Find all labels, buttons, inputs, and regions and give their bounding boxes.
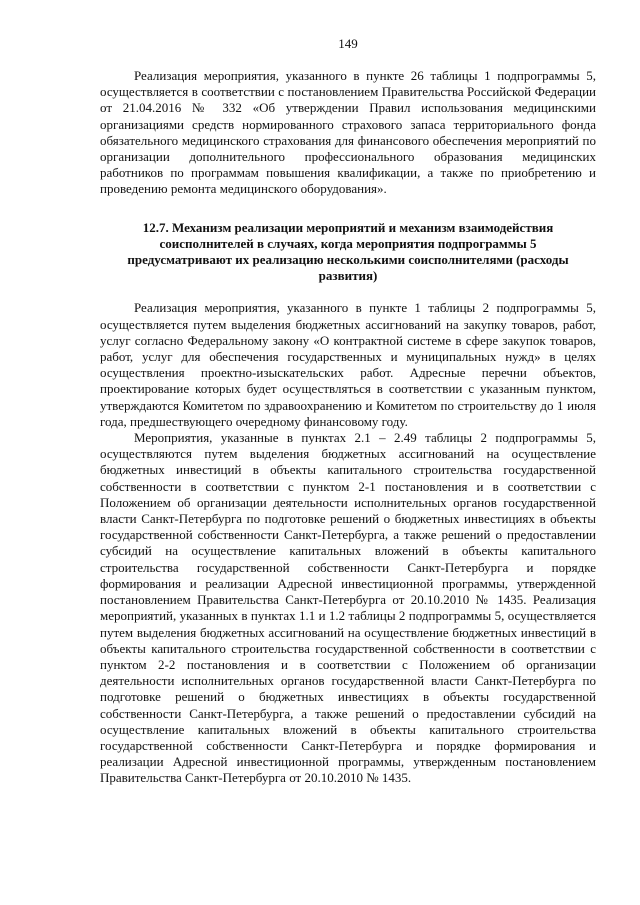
paragraph-items-2-1-2-49-investments: Мероприятия, указанные в пунктах 2.1 – 2.49 таблицы 2 подпрограммы 5, осуществляются путем выделения бюджетных ассигнований на осуществление бюджетных инвестиций в объекты капитального строительства государственной собственности в соответствии с пунктом 2-1 постановления и в соответствии с Положением об организации деятельности исполнительных органов государственной власти Санкт-Петербурга по подготовке решений о бюджетных инвестициях в объекты государственной собственности Санкт-Петербурга, а также решений о предоставлении субсидий на осуществление капитальных вложений в объекты капитального строительства государственной собственности Санкт-Петербурга и порядке формирования и реализации Адресной инвестиционной программы, утвержденной постановлением Правительства Санкт-Петербурга от 20.10.2010 № 1435. Реализация мероприятий, указанных в пунктах 1.1 и 1.2 таблицы 2 подпрограммы 5, осуществляется путем выделения бюджетных ассигнований на осуществление бюджетных инвестиций в объекты капитального строительства государственной собственности в соответствии с пунктом 2-2 постановления и в соответствии с Положением об организации деятельности исполнительных органов государственной власти Санкт-Петербурга по подготовке решений о бюджетных инвестициях в объекты государственной собственности Санкт-Петербурга, а также решений о предоставлении субсидий на осуществление капитальных вложений в объекты капитального строительства государственной собственности Санкт-Петербурга и порядке формирования и реализации Адресной инвестиционной программы, утвержденным постановлением Правительства Санкт-Петербурга от 20.10.2010 № 1435. xyxy=(100,430,596,786)
paragraph-item-1-procurement: Реализация мероприятия, указанного в пункте 1 таблицы 2 подпрограммы 5, осуществляется путем выделения бюджетных ассигнований на закупку товаров, работ, услуг согласно Федеральному закону «О контрактной системе в сфере закупок товаров, работ, услуг для обеспечения государственных и муниципальных нужд» в целях осуществления проектно-изыскательских работ. Адресные перечни объектов, проектирование которых будет осуществляться в соответствии с указанным пунктом, утверждаются Комитетом по здравоохранению и Комитетом по строительству до 1 июля года, предшествующего очередному финансовому году. xyxy=(100,300,596,429)
paragraph-item-26-mechanism: Реализация мероприятия, указанного в пункте 26 таблицы 1 подпрограммы 5, осуществляется в соответствии с постановлением Правительства Российской Федерации от 21.04.2016 № 332 «Об утверждении Правил использования медицинскими организациями средств нормированного страхового запаса территориального фонда обязательного медицинского страхования для финансового обеспечения мероприятий по организации дополнительного профессионального образования медицинских работников по программам повышения квалификации, а также по приобретению и проведению ремонта медицинского оборудования». xyxy=(100,68,596,197)
section-heading-12-7: 12.7. Механизм реализации мероприятий и механизм взаимодействия соисполнителей в случаях, когда мероприятия подпрограммы 5 предусматривают их реализацию несколькими соисполнителями (расходы развития) xyxy=(127,219,569,284)
page-number: 149 xyxy=(338,36,358,51)
